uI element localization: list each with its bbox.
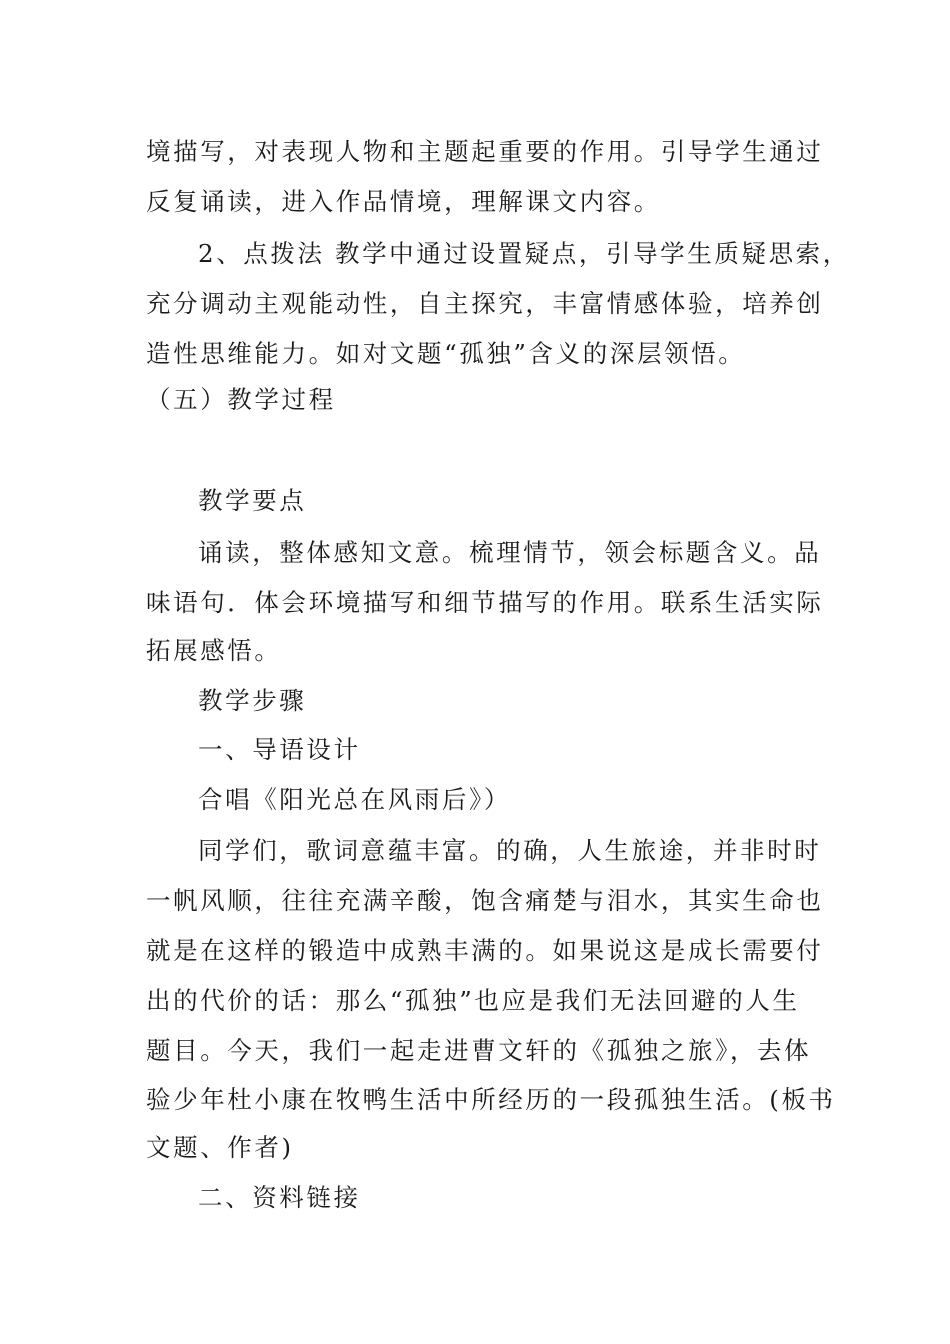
paragraph-line: 验少年杜小康在牧鸭生活中所经历的一段孤独生活。(板书 xyxy=(146,1085,836,1114)
paragraph-line: 就是在这样的锻造中成熟丰满的。如果说这是成长需要付 xyxy=(146,936,824,965)
paragraph-line: 造性思维能力。如对文题“孤独”含义的深层领悟。 xyxy=(146,339,746,368)
subheading: 二、资料链接 xyxy=(198,1183,361,1212)
paragraph-line: 2、点拨法 教学中通过设置疑点，引导学生质疑思索， xyxy=(198,239,850,268)
paragraph-line: 出的代价的话：那么“孤独”也应是我们无法回避的人生 xyxy=(146,986,800,1015)
paragraph-line: 文题、作者) xyxy=(146,1133,294,1162)
paragraph-line: 反复诵读，进入作品情境，理解课文内容。 xyxy=(146,187,661,216)
paragraph-line: 充分调动主观能动性，自主探究，丰富情感体验，培养创 xyxy=(146,289,824,318)
paragraph-line: 合唱《阳光总在风雨后》） xyxy=(198,785,511,814)
paragraph-line: 诵读，整体感知文意。梳理情节，领会标题含义。品 xyxy=(198,538,822,567)
paragraph-line: 境描写，对表现人物和主题起重要的作用。引导学生通过 xyxy=(146,137,824,166)
subheading: 一、导语设计 xyxy=(198,735,361,764)
subheading: 教学步骤 xyxy=(198,686,307,715)
paragraph-line: 题目。今天，我们一起走进曹文轩的《孤独之旅》，去体 xyxy=(146,1036,812,1065)
paragraph-line: 味语句．体会环境描写和细节描写的作用。联系生活实际 xyxy=(146,588,824,617)
paragraph-line: 一帆风顺，往往充满辛酸，饱含痛楚与泪水，其实生命也 xyxy=(146,886,824,915)
section-heading: （五）教学过程 xyxy=(146,385,336,414)
paragraph-line: 拓展感悟。 xyxy=(146,636,282,665)
paragraph-line: 同学们，歌词意蕴丰富。的确，人生旅途，并非时时 xyxy=(198,836,822,865)
subheading: 教学要点 xyxy=(198,486,307,515)
